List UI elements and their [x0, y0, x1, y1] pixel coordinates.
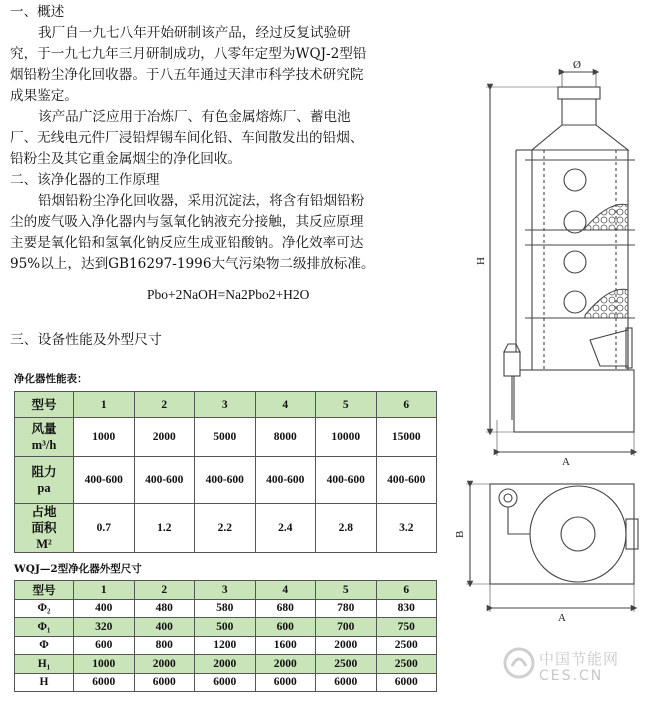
table-cell: 400 — [74, 599, 135, 618]
s1-p2-line: 厂、无线电元件厂浸铅焊锡车间化铅、车间散发出的铅烟、 — [10, 130, 364, 146]
top-inlet — [626, 519, 638, 549]
table-cell: 3.2 — [376, 504, 437, 553]
phi-label: Ø — [573, 59, 581, 71]
table-cell: 6000 — [255, 673, 316, 692]
table-cell: 500 — [195, 618, 256, 637]
table-cell: 700 — [316, 618, 377, 637]
inlet-flange — [626, 328, 632, 368]
header-cell: 4 — [255, 392, 316, 418]
pump-top-inner — [504, 494, 512, 502]
s2-p1-line: 主要是氧化铅和氢氧化钠反应生成亚铅酸钠。净化效率可达 — [10, 235, 364, 251]
table-cell: 2000 — [316, 636, 377, 655]
table-cell: 400-600 — [376, 457, 437, 504]
section-2-title: 二、该净化器的工作原理 — [10, 172, 160, 188]
s1-p1-line: 烟铅粉尘净化回收器。于八五年通过天津市科学技术研究院 — [10, 67, 364, 83]
row-label: H₁ — [15, 655, 74, 674]
table-cell: 15000 — [376, 418, 437, 457]
table-cell: 400-600 — [134, 457, 195, 504]
header-cell: 2 — [134, 581, 195, 600]
table-cell: 2500 — [376, 636, 437, 655]
s1-p1-line: 成果鉴定。 — [10, 88, 78, 104]
table-cell: 750 — [376, 618, 437, 637]
header-cell: 6 — [376, 392, 437, 418]
s2-p1-line: 95%以上，达到GB16297-1996大气污染物二级排放标准。 — [10, 256, 375, 272]
table-cell: 1200 — [195, 636, 256, 655]
table-cell: 6000 — [74, 673, 135, 692]
table-cell: 580 — [195, 599, 256, 618]
table-cell: 2.8 — [316, 504, 377, 553]
table-cell: 2.4 — [255, 504, 316, 553]
table-cell: 1600 — [255, 636, 316, 655]
table-cell: 2.2 — [195, 504, 256, 553]
packing-layer — [585, 204, 628, 230]
s2-p1-line: 铅烟铅粉尘净化回收器，采用沉淀法，将含有铅烟铅粉 — [38, 193, 365, 209]
table-cell: 400-600 — [74, 457, 135, 504]
pump-motor — [504, 344, 520, 352]
top-view — [466, 484, 638, 612]
inlet-duct — [590, 330, 628, 366]
cone-top — [532, 125, 628, 150]
header-cell: 1 — [74, 581, 135, 600]
table-cell: 6000 — [134, 673, 195, 692]
table-cell: 1000 — [74, 418, 135, 457]
table-cell: 830 — [376, 599, 437, 618]
base-tank — [514, 370, 634, 432]
header-cell: 2 — [134, 392, 195, 418]
row-label-line: 占地 — [31, 505, 57, 519]
table-cell: 1.2 — [134, 504, 195, 553]
row-label: Φ — [15, 636, 74, 655]
packing-layer — [585, 289, 628, 318]
section-1-title: 一、概述 — [10, 4, 65, 20]
pump — [504, 352, 520, 376]
header-cell: 3 — [195, 392, 256, 418]
row-label-line: pa — [37, 481, 51, 495]
port — [564, 169, 586, 191]
port — [564, 291, 586, 313]
watermark-en: CES.CN — [539, 668, 604, 684]
row-label: Φ₂ — [15, 599, 74, 618]
table-cell: 1000 — [74, 655, 135, 674]
table2-caption: WQJ—2型净化器外型尺寸 — [14, 563, 142, 575]
pump-top — [499, 489, 517, 507]
port — [564, 251, 586, 273]
row-label-line: 风量 — [31, 422, 57, 436]
table-cell: 320 — [74, 618, 135, 637]
table-cell: 6000 — [376, 673, 437, 692]
section-3-title: 三、设备性能及外型尺寸 — [10, 332, 162, 348]
row-label: Φ₁ — [15, 618, 74, 637]
h-label: H — [475, 257, 487, 265]
table-cell: 0.7 — [74, 504, 135, 553]
row-label-line: 阻力 — [31, 465, 57, 479]
tower-outline — [530, 486, 626, 582]
table-cell: 400-600 — [195, 457, 256, 504]
table-cell: 400-600 — [255, 457, 316, 504]
table-cell: 10000 — [316, 418, 377, 457]
header-cell: 4 — [255, 581, 316, 600]
table-cell: 6000 — [195, 673, 256, 692]
table-cell: 2000 — [195, 655, 256, 674]
chimney-top — [558, 87, 600, 99]
header-cell: 型号 — [15, 392, 74, 418]
table-cell: 5000 — [195, 418, 256, 457]
header-cell: 型号 — [15, 581, 74, 600]
row-label-line: M² — [36, 537, 52, 551]
header-cell: 1 — [74, 392, 135, 418]
table-cell: 2500 — [316, 655, 377, 674]
header-cell: 5 — [316, 581, 377, 600]
ces-logo-icon — [502, 646, 536, 680]
table-cell: 8000 — [255, 418, 316, 457]
table-cell: 400 — [134, 618, 195, 637]
table-cell: 400-600 — [316, 457, 377, 504]
table-cell: 600 — [255, 618, 316, 637]
s1-p1-line: 究，于一九七九年三月研制成功，八零年定型为WQJ-2型铅 — [10, 46, 367, 62]
a-label-side: A — [562, 456, 570, 468]
table-cell: 2000 — [134, 655, 195, 674]
tower-core — [561, 517, 595, 551]
table-cell: 2500 — [376, 655, 437, 674]
table-cell: 800 — [134, 636, 195, 655]
top-pipe — [508, 507, 530, 534]
s1-p2-line: 铅粉尘及其它重金属烟尘的净化回收。 — [10, 151, 242, 167]
table-cell: 2000 — [134, 418, 195, 457]
table-cell: 2000 — [255, 655, 316, 674]
s1-p1-line: 我厂自一九七八年开始研制该产品，经过反复试验研 — [38, 25, 351, 41]
reaction-formula: Pbo+2NaOH=Na2Pbo2+H2O — [147, 287, 310, 302]
row-label-line: 面积 — [31, 521, 57, 535]
header-cell: 3 — [195, 581, 256, 600]
table1-caption: 净化器性能表： — [14, 373, 88, 385]
s1-p2-line: 该产品广泛应用于冶炼厂、有色金属熔炼厂、蓄电池 — [38, 109, 351, 125]
b-label: B — [454, 530, 466, 538]
table-cell: 780 — [316, 599, 377, 618]
base-group — [486, 70, 634, 456]
header-cell: 6 — [376, 581, 437, 600]
header-cell: 5 — [316, 392, 377, 418]
s2-p1-line: 尘的废气吸入净化器内与氢氧化钠液充分接触，其反应原理 — [10, 214, 364, 230]
row-label: H — [15, 673, 74, 692]
row-label-line: m³/h — [31, 438, 57, 452]
table-cell: 6000 — [316, 673, 377, 692]
table-cell: 600 — [74, 636, 135, 655]
watermark-cn: 中国节能网 — [539, 650, 620, 668]
table-cell: 680 — [255, 599, 316, 618]
a-label-top: A — [558, 612, 566, 624]
table-cell: 480 — [134, 599, 195, 618]
